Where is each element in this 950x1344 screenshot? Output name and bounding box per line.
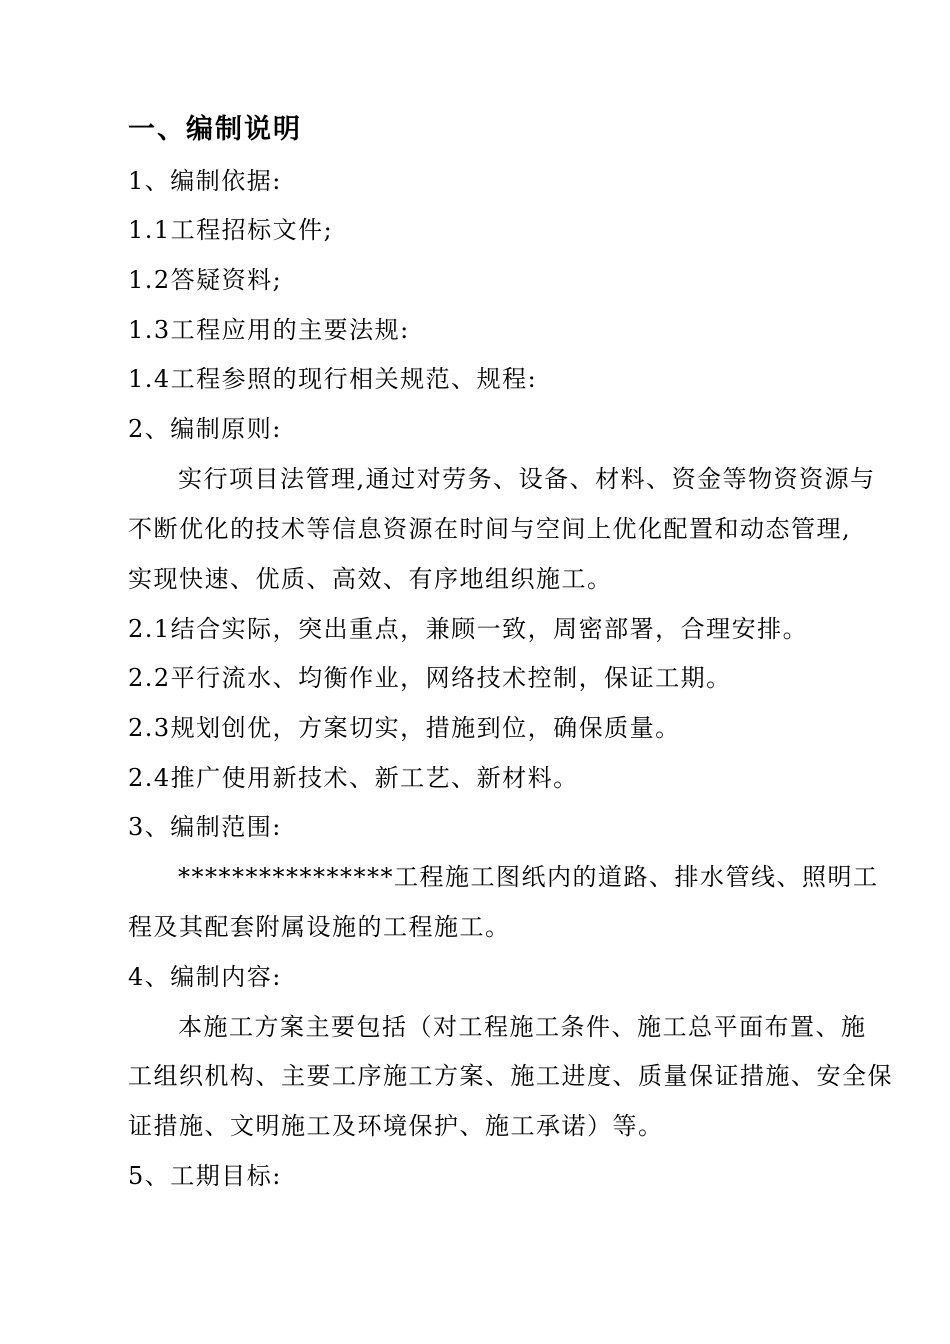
item-1-4: 1.4工程参照的现行相关规范、规程: bbox=[128, 365, 538, 393]
item-compile-basis: 1、编制依据: bbox=[128, 167, 282, 195]
item-1-2: 1.2答疑资料; bbox=[128, 266, 283, 294]
item-schedule-target: 5、工期目标: bbox=[128, 1162, 282, 1190]
item-1-1: 1.1工程招标文件; bbox=[128, 216, 334, 244]
item-compile-scope: 3、编制范围: bbox=[128, 813, 282, 841]
item-2-1: 2.1结合实际，突出重点，兼顾一致，周密部署，合理安排。 bbox=[128, 615, 809, 643]
paragraph-principle-line-3: 实现快速、优质、高效、有序地组织施工。 bbox=[128, 565, 613, 593]
item-1-3: 1.3工程应用的主要法规: bbox=[128, 316, 410, 344]
paragraph-principle-line-2: 不断优化的技术等信息资源在时间与空间上优化配置和动态管理, bbox=[128, 515, 852, 543]
paragraph-content-line-3: 证措施、文明施工及环境保护、施工承诺）等。 bbox=[128, 1112, 664, 1140]
section-heading: 一、编制说明 bbox=[128, 114, 302, 145]
item-2-4: 2.4推广使用新技术、新工艺、新材料。 bbox=[128, 764, 579, 792]
paragraph-scope-line-1: ****************工程施工图纸内的道路、排水管线、照明工 bbox=[178, 863, 879, 891]
item-2-2: 2.2平行流水、均衡作业，网络技术控制，保证工期。 bbox=[128, 664, 732, 692]
item-compile-content: 4、编制内容: bbox=[128, 963, 282, 991]
paragraph-content-line-1: 本施工方案主要包括（对工程施工条件、施工总平面布置、施 bbox=[178, 1013, 867, 1041]
item-compile-principle: 2、编制原则: bbox=[128, 415, 282, 443]
paragraph-content-line-2: 工组织机构、主要工序施工方案、施工进度、质量保证措施、安全保 bbox=[128, 1062, 893, 1090]
paragraph-principle-line-1: 实行项目法管理,通过对劳务、设备、材料、资金等物资资源与 bbox=[178, 465, 876, 493]
paragraph-scope-line-2: 程及其配套附属设施的工程施工。 bbox=[128, 913, 511, 941]
item-2-3: 2.3规划创优，方案切实，措施到位，确保质量。 bbox=[128, 714, 681, 742]
